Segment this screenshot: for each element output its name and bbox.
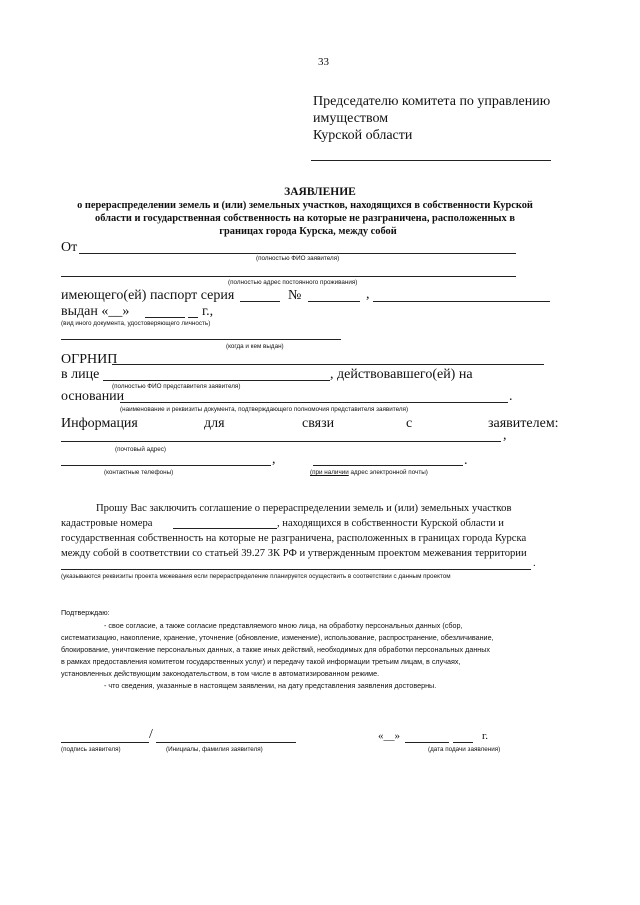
representative-field[interactable]	[103, 380, 330, 381]
passport-series-field[interactable]	[240, 301, 280, 302]
confirm-heading: Подтверждаю:	[61, 608, 110, 617]
caption-date: (дата подачи заявления)	[428, 746, 501, 753]
request-line-2a: кадастровые номера	[61, 518, 153, 529]
ogrnip-label: ОГРНИП	[61, 352, 118, 367]
date-open: «__»	[378, 730, 400, 742]
subtitle-line-2: области и государственная собственность на которые не разграничена, расположенных в	[95, 213, 515, 224]
caption-rep-fio: (полностью ФИО представителя заявителя)	[112, 383, 241, 390]
confirm-line-1: - свое согласие, а также согласие представляемого мною лица, на обработку персональных данных (сбор,	[104, 621, 463, 630]
caption-initials: (Инициалы, фамилия заявителя)	[166, 746, 263, 753]
phones-field[interactable]	[61, 465, 271, 466]
addressee-line-3: Курской области	[313, 128, 413, 143]
address-field[interactable]	[61, 276, 516, 277]
document-page: 33 Председателю комитета по управлению имуществом Курской области ЗАЯВЛЕНИЕ о перераспределении земель и (или) земельных участков, находящихся в собственности Курской области и государственная собственность на которые не разграничена, расположенных в границах города Курска, между собой От (полностью ФИО заявителя) (полностью адрес постоянного проживания) имеющего(ей) паспорт серия № , выдан «__» г., (вид иного документа, удостоверяющего личность) (когда и кем выдан) ОГРНИП в лице , действовавшего(ей) на (полностью ФИО представителя заявителя) основании . (наименование и реквизиты документа, подтверждающего полномочия представителя заявителя) Информация для связи с заявителем: , (почтовый адрес) , . (контактные телефоны) (при наличии адрес электронной почты) Прошу Вас заключить соглашение о перераспределении земель и (или) земельных участков кадастровые номера , находящихся в собственности Курской области и государственная собственность на которые не разграничена, расположенных в границах города Курска между собой в соответствии со статьей 39.27 ЗК РФ и утвержденным проектом межевания территории . (указываются реквизиты проекта межевания если перераспределение планируется осуществить в соответствии с данным проектом Подтверждаю: - свое согласие, а также согласие представляемого мною лица, на обработку персональных данных (сбор, систематизацию, накопление, хранение, уточнение (обновление, изменение), использование, распространение, обезличивание, блокирование, уничтожение персональных данных, а также иных действий, необходимых для обработки персональных данных в рамках предоставления комитетом государственных услуг) и передачу такой информации третьим лицам, в случаях, установленных действующим законодательством, в том числе в автоматизированном режиме. - что сведения, указанные в настоящем заявлении, на дату представления заявления достоверны. / «__» г. (подпись заявителя) (Инициалы, фамилия заявителя) (дата подачи заявления)	[0, 0, 640, 905]
request-line-2b: , находящихся в собственности Курской области и	[277, 518, 504, 529]
project-details-field[interactable]	[61, 569, 531, 570]
issued-year-field[interactable]	[188, 317, 198, 318]
passport-label: имеющего(ей) паспорт серия	[61, 288, 235, 303]
date-month-field[interactable]	[405, 742, 449, 743]
confirm-line-4: в рамках предоставления комитетом государственных услуг) и передачу такой информации третьим лицам, в случаях,	[61, 657, 461, 666]
caption-email	[310, 469, 428, 476]
addressee-signature-line	[311, 160, 551, 161]
number-sign: №	[288, 288, 302, 303]
info-word-2: для	[204, 416, 225, 431]
caption-project: (указываются реквизиты проекта межевания если перераспределение планируется осуществить в соответствии с данным проектом	[61, 573, 451, 580]
caption-address: (полностью адрес постоянного проживания)	[228, 279, 358, 286]
person-label: в лице	[61, 367, 100, 382]
request-line-4: между собой в соответствии со статьей 39.27 ЗК РФ и утвержденным проектом межевания территории	[61, 548, 527, 559]
basis-label: основании	[61, 389, 125, 404]
request-line-3: государственная собственность на которые не разграничена, расположенных в границах города Курска	[61, 533, 527, 544]
confirm-line-5: установленных действующим законодательством, в том числе в автоматизированном режиме.	[61, 669, 380, 678]
caption-postal: (почтовый адрес)	[115, 446, 167, 453]
issued-month-field[interactable]	[145, 317, 185, 318]
from-label: От	[61, 240, 78, 255]
confirm-line-3: блокирование, уничтожение персональных данных, а также иных действий, необходимых для обработки персональных данных	[61, 645, 491, 654]
cadastral-number-field[interactable]	[173, 528, 277, 529]
info-word-3: связи	[302, 416, 335, 431]
caption-email-rest: адрес электронной почты)	[348, 469, 428, 476]
confirm-line-2: систематизацию, накопление, хранение, уточнение (обновление, изменение), использование, распространение, обезличивание,	[61, 633, 494, 642]
initials-field[interactable]	[156, 742, 296, 743]
acting-label: , действовавшего(ей) на	[330, 367, 473, 382]
passport-extra-field[interactable]	[373, 301, 550, 302]
subtitle-line-1: о перераспределении земель и (или) земельных участков, находящихся в собственности Курской	[77, 200, 533, 211]
basis-field[interactable]	[120, 402, 508, 403]
date-year-field[interactable]	[453, 742, 473, 743]
document-title: ЗАЯВЛЕНИЕ	[284, 186, 356, 198]
postal-address-field[interactable]	[61, 441, 501, 442]
fio-field[interactable]	[79, 253, 516, 254]
passport-number-field[interactable]	[308, 301, 360, 302]
issued-by-field[interactable]	[61, 339, 341, 340]
issued-year-suffix: г.,	[202, 304, 214, 319]
caption-email-prefix: (при наличии	[310, 469, 349, 476]
request-line-1: Прошу Вас заключить соглашение о перераспределении земель и (или) земельных участков	[96, 503, 512, 514]
caption-other-doc: (вид иного документа, удостоверяющего личность)	[61, 320, 211, 327]
info-word-5: заявителем:	[488, 416, 559, 431]
page-number: 33	[318, 56, 329, 68]
email-field[interactable]	[313, 465, 463, 466]
caption-basis: (наименование и реквизиты документа, подтверждающего полномочия представителя заявителя)	[120, 406, 409, 413]
caption-phones: (контактные телефоны)	[104, 469, 174, 476]
info-word-4: с	[406, 416, 413, 431]
date-year-suffix: г.	[482, 730, 489, 742]
subtitle-line-3: границах города Курска, между собой	[219, 226, 397, 237]
addressee-line-1: Председателю комитета по управлению	[313, 94, 551, 109]
confirm-line-6: - что сведения, указанные в настоящем заявлении, на дату представления заявления достоверны.	[104, 681, 437, 690]
signature-field[interactable]	[61, 742, 149, 743]
caption-issued-by: (когда и кем выдан)	[226, 343, 284, 350]
ogrnip-field[interactable]	[112, 364, 544, 365]
caption-fio: (полностью ФИО заявителя)	[256, 255, 340, 262]
caption-signature: (подпись заявителя)	[61, 746, 121, 753]
addressee-line-2: имуществом	[313, 111, 389, 126]
signature-slash: /	[149, 727, 153, 742]
info-word-1: Информация	[61, 416, 138, 431]
issued-label: выдан «__»	[61, 304, 130, 319]
